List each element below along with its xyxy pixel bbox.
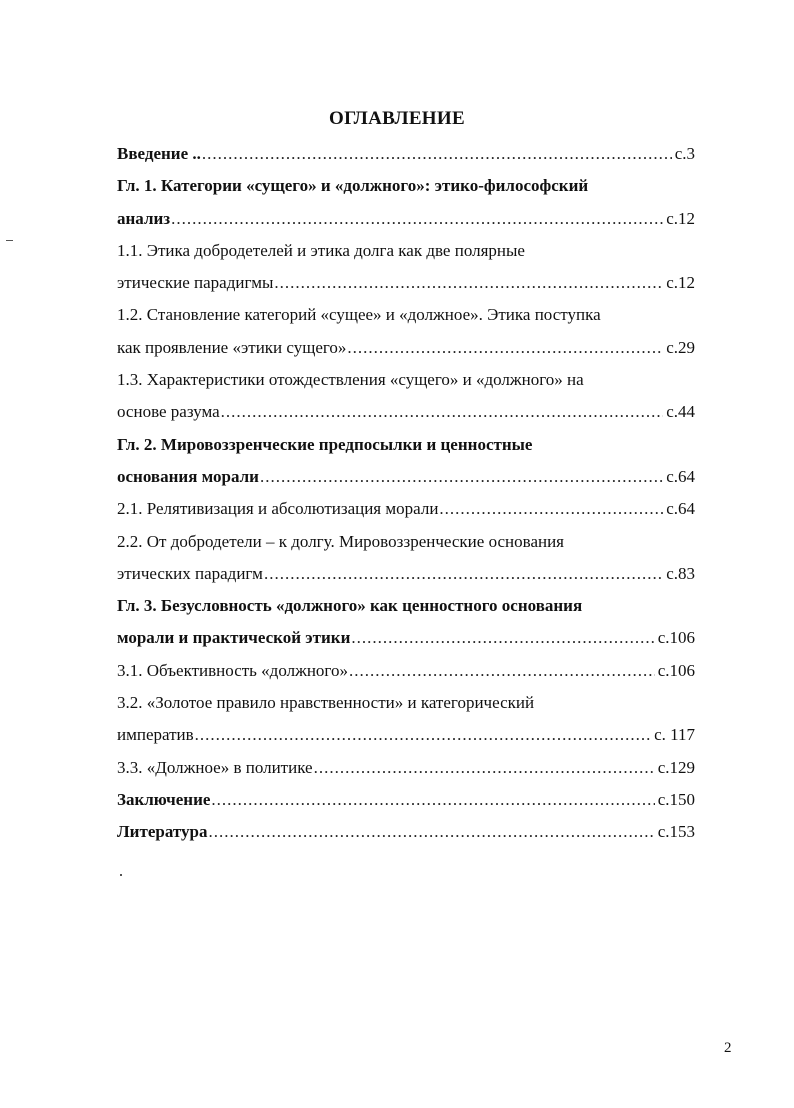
toc-entry-chapter-3-title[interactable] <box>117 590 695 622</box>
toc-entry-label: 3.3. «Должное» в политике <box>117 757 313 777</box>
toc-entry-section-3-1[interactable] <box>117 655 695 687</box>
toc-page-ref: с.3 <box>674 144 695 163</box>
toc-entry-section-1-3[interactable] <box>117 396 695 428</box>
dot-leader <box>195 719 651 751</box>
toc-entry-section-1-2[interactable] <box>117 332 695 364</box>
toc-entry-label: Гл. 1. Категории «сущего» и «должного»: этико-философский <box>117 176 589 196</box>
toc-entry-section-2-1[interactable] <box>117 493 695 525</box>
toc-entry-label: 1.3. Характеристики отождествления «сущего» и «должного» на <box>117 370 584 390</box>
toc-entry-section-1-3-title[interactable] <box>117 364 695 396</box>
dot-leader <box>351 622 654 654</box>
toc-entry-label: основе разума <box>117 402 220 422</box>
toc-entry-chapter-2-title[interactable] <box>117 429 695 461</box>
toc-entry-label: анализ <box>117 208 171 228</box>
toc-page-ref: с.64 <box>666 466 695 486</box>
toc-entry-label: этических парадигм <box>117 563 263 583</box>
toc-entry-chapter-1[interactable] <box>117 203 695 235</box>
toc-entry-label: основания морали <box>117 466 259 486</box>
toc-page-ref: с.150 <box>657 789 695 809</box>
dot-leader <box>274 267 663 299</box>
toc-entry-label: Литература <box>117 822 208 842</box>
toc-entry-section-1-1-title[interactable] <box>117 235 695 267</box>
toc-page-ref: с. 117 <box>654 725 695 745</box>
toc-entry-label: 3.1. Объективность «должного» <box>117 660 348 680</box>
toc-page-ref: с.12 <box>666 273 695 293</box>
dot-leader <box>208 816 654 848</box>
toc-page-ref: с.153 <box>657 822 695 842</box>
toc-page-ref: с.106 <box>657 628 695 648</box>
toc-entry-label: как проявление «этики сущего» <box>117 337 347 357</box>
toc-entry-label: 2.2. От добродетели – к долгу. Мировоззренческие основания <box>117 531 565 551</box>
dot-leader <box>314 752 655 784</box>
dot-leader <box>349 655 655 687</box>
toc-page-ref: с.83 <box>666 563 695 583</box>
toc-entry-label: Заключение <box>117 789 211 809</box>
toc-page-ref: с.129 <box>657 757 695 777</box>
dot-leader <box>439 493 663 525</box>
toc-entry-section-2-2-title[interactable] <box>117 526 695 558</box>
toc-entry-literature[interactable] <box>117 816 695 848</box>
toc-entry-chapter-1-title[interactable] <box>117 170 695 202</box>
toc-entry-label: Гл. 2. Мировоззренческие предпосылки и ценностные <box>117 434 533 454</box>
toc-entry-section-1-1[interactable] <box>117 267 695 299</box>
toc-entry-section-1-2-title[interactable] <box>117 299 695 331</box>
toc-entry-label: императив <box>117 725 194 745</box>
toc-page-ref: с.106 <box>657 660 695 680</box>
toc-entry-label: Введение .. <box>117 144 201 163</box>
toc-page-ref: с.44 <box>666 402 695 422</box>
scan-mark <box>120 874 122 876</box>
toc-entry-label: 3.2. «Золотое правило нравственности» и категорический <box>117 693 535 713</box>
toc-entry-label: 2.1. Релятивизация и абсолютизация морали <box>117 499 439 519</box>
page-number: 2 <box>724 1040 732 1056</box>
dot-leader <box>211 784 654 816</box>
toc-entry-label: Гл. 3. Безусловность «должного» как ценностного основания <box>117 596 583 616</box>
dot-leader <box>221 396 664 428</box>
table-of-contents <box>117 138 695 849</box>
toc-page-ref: с.64 <box>666 499 695 519</box>
toc-page-ref: с.12 <box>666 208 695 228</box>
dot-leader <box>260 461 663 493</box>
page-title: ОГЛАВЛЕНИЕ <box>329 108 465 129</box>
toc-entry-conclusion[interactable] <box>117 784 695 816</box>
dot-leader <box>202 138 672 170</box>
toc-entry-intro[interactable] <box>117 138 695 170</box>
dot-leader <box>264 558 663 590</box>
toc-entry-label: этические парадигмы <box>117 273 274 293</box>
scan-mark <box>6 240 13 241</box>
toc-entry-chapter-3[interactable] <box>117 622 695 654</box>
toc-entry-section-3-2[interactable] <box>117 719 695 751</box>
toc-entry-section-2-2[interactable] <box>117 558 695 590</box>
dot-leader <box>171 203 663 235</box>
toc-entry-label: морали и практической этики <box>117 628 351 648</box>
toc-entry-label: 1.2. Становление категорий «сущее» и «должное». Этика поступка <box>117 305 601 325</box>
toc-entry-chapter-2[interactable] <box>117 461 695 493</box>
toc-entry-label: 1.1. Этика добродетелей и этика долга как две полярные <box>117 240 525 260</box>
toc-entry-section-3-2-title[interactable] <box>117 687 695 719</box>
toc-entry-section-3-3[interactable] <box>117 752 695 784</box>
toc-page-ref: с.29 <box>666 337 695 357</box>
dot-leader <box>347 332 663 364</box>
